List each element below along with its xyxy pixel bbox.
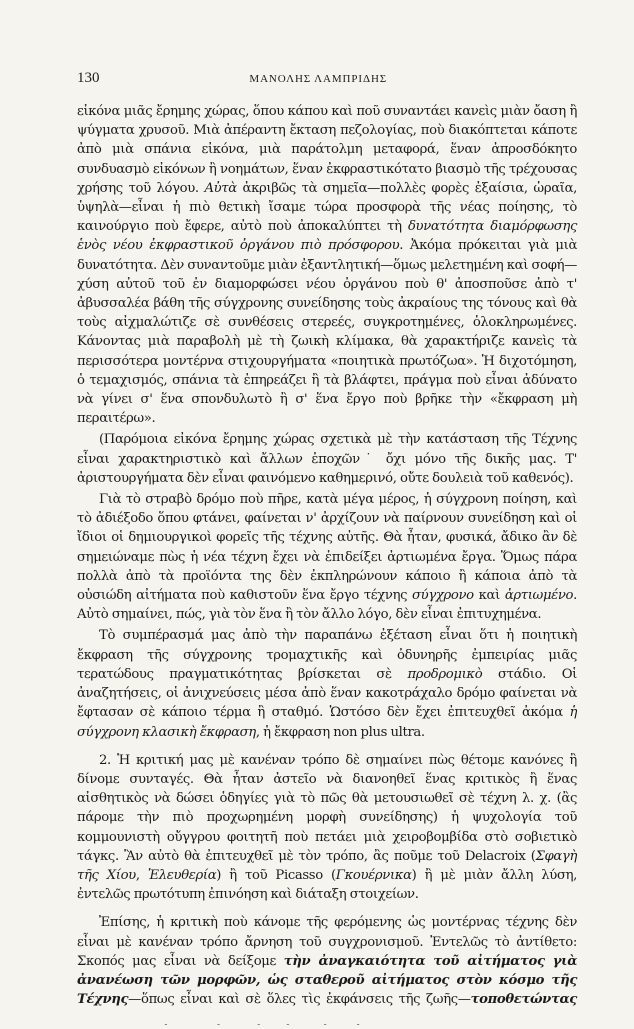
text-run: εἰκόνα μιᾶς ἔρημης χώρας, ὅπου κάπου καὶ ποῦ συναντάει κανεὶς μιὰν ὄαση ἢ ψύγματα χρυσοῦ. Μιὰ ἀπέραντη ἔκταση πεζολογίας, ποὺ διακόπτεται κάποτε ἀπὸ μιὰ σπάνια εἰκόνα, μιὰ παράτολμη μεταφορά, ἕναν ἀπροσδόκητο συνδυασμὸ εἰκόνων ἢ νοημάτων, ἕναν ἐκφραστικότατο βιασμὸ τῆς τρέχουσας χρήσης τοῦ λόγου. [77,104,577,196]
running-header [77,70,577,94]
page-number: 130 [77,70,100,86]
italic-span: ἀρτιωμένο [504,588,574,604]
italic-span: προδρομικὸ [407,666,483,682]
text-run: Γιὰ τὸ στραβὸ δρόμο ποὺ πῆρε, κατὰ μέγα μέρος, ἡ σύγχρονη ποίηση, καὶ τὸ ἀδιέξοδο ὅπου φτάνει, φαίνεται ν' ἀρχίζουν νὰ παίρνουν συνείδηση καὶ οἱ ἴδιοι οἱ δημιουργικοὶ φορεῖς τῆς τέχνης αὐτῆς. Θὰ ἦταν, φυσικά, ἄδικο ἂν δὲ σημειώναμε πὼς ἡ νέα τέχνη ἔχει νὰ ἐπιδείξει ἀρτιωμένα ἔργα. Ὅμως πάρα πολλὰ ἀπὸ τὰ προϊόντα της δὲν ἐκπληρώνουν κάποιο ἢ κάποια ἀπὸ τὰ οὐσιώδη αἰτήματα ποὺ καθιστοῦν ἕνα ἔργο τέχνης [77,492,577,604]
text-run: ) ἢ τοῦ Picasso ( [216,867,336,883]
running-head-author: ΜΑΝΟΛΗΣ ΛΑΜΠΡΙΔΗΣ [249,73,388,85]
italic-span: Ἐλευθερία [147,867,217,883]
text-run: —ὅπως εἶναι καὶ σὲ ὅλες τὶς ἐκφάνσεις τῆς ζωῆς— [128,992,471,1008]
paragraph [77,430,577,488]
text-run: . Ἀκόμα πρόκειται γιὰ μιὰ δυνατότητα. Δὲν συναντοῦμε μιὰν ἐξαντλητική—ὅμως μελετημένη καὶ σοφή—χύση αὐτοῦ τοῦ ἐν διαμορφώσει νέου ὀργάνου ποὺ θ' ἀποσποῦσε ἀπὸ τ' ἀβυσσαλέα βάθη τῆς σύγχρονης συνείδησης τοὺς ἀκραίους της τόνους καὶ θὰ τοὺς αἰχμαλώτιζε σὲ συνθέσεις στερεές, συγκροτημένες, ὁλοκληρωμένες. Κάνοντας μιὰ παραβολὴ μὲ τὴ ζωικὴ κλίμακα, θὰ χαρακτήριζε κανεὶς τὰ περισσότερα μοντέρνα στιχουργήματα «ποιητικὰ πρωτόζωα». Ἡ διχοτόμηση, ὁ τεμαχισμός, σπάνια τὰ ἐπηρεάζει ἢ τὰ βλάφτει, πράγμα ποὺ εἶναι ἀδύνατο νὰ γίνει σ' ἕνα σπονδυλωτὸ ἢ σ' ἕνα ἔργο ποὺ βρῆκε τὴν «ἔκφραση μὴ περαιτέρω». [77,238,578,427]
italic-span: Γκουέρνικα [335,867,412,883]
book-page [77,70,577,1029]
text-run: καὶ [473,588,505,604]
paragraph [77,626,577,741]
italic-span: Σφαγὴ τῆς Χίου [77,848,577,883]
text-run: 2. Ἡ κριτική μας μὲ κανέναν τρόπο δὲ σημαίνει πὼς θέτομε κανόνες ἢ δίνομε συνταγές. Θὰ ἦταν ἀστεῖο νὰ διανοηθεῖ ἕνας κριτικὸς ἢ ἕνας αἰσθητικὸς νὰ δώσει ὁδηγίες γιὰ τὸ πῶς θὰ μετουσιωθεῖ σὲ τέχνη λ. χ. (ἂς πάρομε τὴν πιὸ προχωρημένη μορφὴ συνείδησης) ἡ ψυχολογία τοῦ κομμουνιστὴ οὔγγρου φοιτητῆ ποὺ πετάει μιὰ χειροβομβίδα στὸ σοβιετικὸ τάγκς. Ἂν αὐτὸ θὰ ἐπιτευχθεῖ μὲ τὸν τρόπο, ἂς ποῦμε τοῦ Delacroix ( [77,752,577,864]
text-run: Ἐπίσης, ἡ κριτικὴ ποὺ κάνομε τῆς φερόμενης ὡς μοντέρνας τέχνης δὲν εἶναι μὲ κανέναν τρόπο ἄρνηση τοῦ συγχρονισμοῦ. Ἐντελῶς τὸ ἀντίθετο: Σκοπός μας εἶναι νὰ δείξομε [77,915,577,969]
italic-span: δυνατότητα διαμόρφωσης ἑνὸς νέου ἐκφραστικοῦ ὀργάνου πιὸ πρόσφορου [77,219,577,254]
paragraph [77,490,577,624]
paragraph [77,102,577,428]
page-bottom-edge [0,1008,634,1024]
bold-italic-text: τὴν ἀναγκαιότητα τοῦ αἰτήματος γιὰ ἀνανέωση τῶν μορφῶν, ὡς σταθεροῦ αἰτήματος στὸν κόσμο τῆς Τέχνης [77,953,577,1008]
italic-span: ἡ σύγχρονη κλασικὴ ἔκφραση [77,705,577,740]
italic-span: Αὐτὰ [204,180,237,196]
bold-italic-text: τοποθετώντας [470,992,577,1008]
text-run: , [135,867,148,883]
body-text [77,102,577,1029]
text-run: , ἡ ἔκφραση non plus ultra. [255,724,425,740]
text-run: ἀκριβῶς τὰ σημεῖα—πολλὲς φορὲς ἐξαίσια, ὡραῖα, ὑψηλὰ—εἶναι ἡ πιὸ θετικὴ ἴσαμε τώρα προσφορὰ τῆς νέας ποίησης, τὸ καινούργιο ποὺ ἔφερε, αὐτὸ ποὺ ἀποκαλύπτει τὴ [77,180,577,235]
text-run: (Παρόμοια εἰκόνα ἔρημης χώρας σχετικὰ μὲ τὴν κατάσταση τῆς Τέχνης εἶναι χαρακτηριστικὸ καὶ ἄλλων ἐποχῶν˙ ὄχι μόνο τῆς δικῆς μας. Τ' ἀριστουργήματα δὲν εἶναι φαινόμενο καθημερινό, οὔτε δουλειὰ τοῦ καθενός). [77,432,577,486]
italic-span: σύγχρονο [412,588,474,604]
text-run: ) ἢ μὲ μιὰν ἄλλη λύση, ἐντελῶς πρωτότυπη ἐπινόηση καὶ διάταξη στοιχείων. [77,867,577,903]
text-run: Τὸ συμπέρασμά μας ἀπὸ τὴν παραπάνω ἐξέταση εἶναι ὅτι ἡ ποιητικὴ ἔκφραση τῆς σύγχρονης τρομαχτικῆς καὶ ὀδυνηρῆς ἐμπειρίας μιᾶς τερατώδους πραγματικότητας βρίσκεται σὲ [77,628,577,682]
paragraph [77,751,577,905]
text-run: στάδιο. Οἱ ἀναζητήσεις, οἱ ἀνιχνεύσεις μέσα ἀπὸ ἕναν κακοτράχαλο δρόμο φαίνεται νὰ ἔφτασαν σὲ κάποιο τέρμα ἢ σταθμό. Ὡστόσο δὲν ἔχει ἐπιτευχθεῖ ἀκόμα [77,666,577,721]
text-run: . Αὐτὸ σημαίνει, πώς, γιὰ τὸν ἕνα ἢ τὸν ἄλλο λόγο, δὲν εἶναι ἐπιτυχημένα. [77,588,577,623]
